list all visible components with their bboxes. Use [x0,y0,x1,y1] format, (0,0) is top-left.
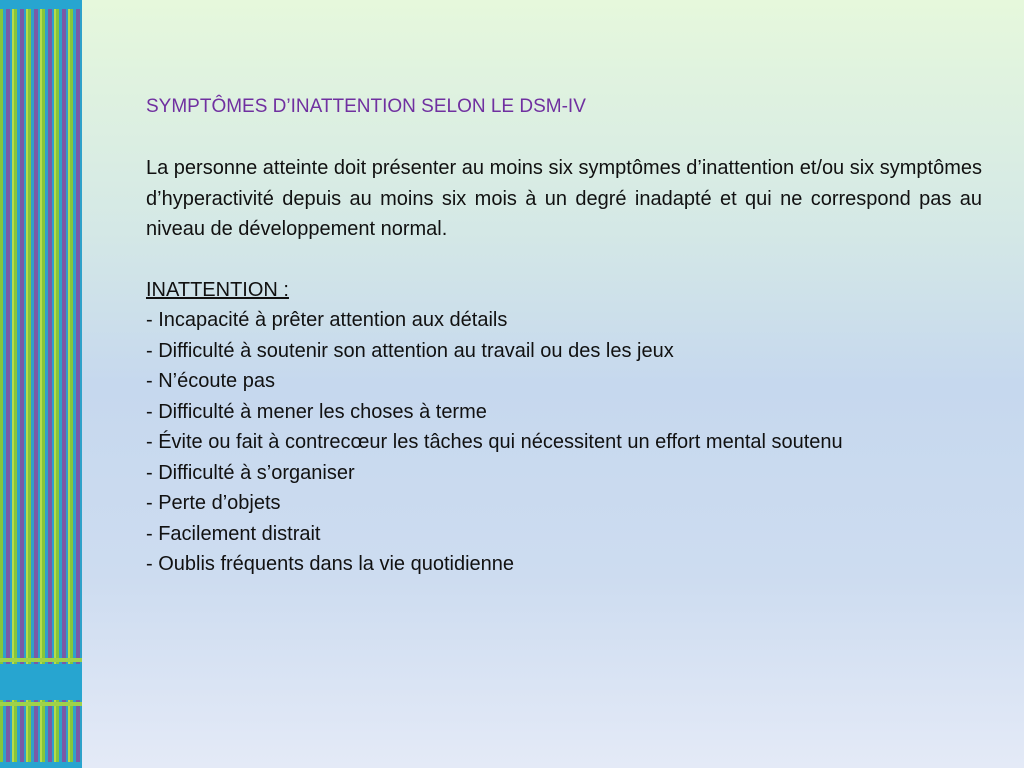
symptom-item: - Difficulté à s’organiser [146,461,355,484]
slide-content [146,92,982,580]
stripe-divider-line [0,658,82,662]
decorative-stripe-band [0,0,82,768]
section-heading-inattention: INATTENTION : [146,278,289,301]
symptom-item: - Difficulté à mener les choses à terme [146,400,487,423]
symptom-item: - Perte d’objets [146,492,281,514]
symptom-item: - N’écoute pas [146,370,275,392]
symptom-list [146,305,982,580]
stripe-divider-line [0,702,82,706]
symptom-item: - Difficulté à soutenir son attention au travail ou des les jeux [146,339,674,362]
symptom-item: - Évite ou fait à contrecœur les tâches qui nécessitent un effort mental soutenu [146,431,843,453]
symptom-item: - Oublis fréquents dans la vie quotidienne [146,553,515,575]
stripe-cap-middle [0,664,82,700]
symptom-item: - Incapacité à prêter attention aux détails [146,309,508,331]
slide-title: SYMPTÔMES D’INATTENTION SELON LE DSM-IV [146,96,586,117]
intro-paragraph: La personne atteinte doit présenter au moins six symptômes d’inattention et/ou six symptômes d’hyperactivité depuis au moins six mois à un degré inadapté et qui ne correspond pas au niveau de développement normal. [146,157,982,240]
stripe-cap-top [0,0,82,9]
stripe-cap-bottom [0,762,82,768]
symptom-item: - Facilement distrait [146,522,321,545]
